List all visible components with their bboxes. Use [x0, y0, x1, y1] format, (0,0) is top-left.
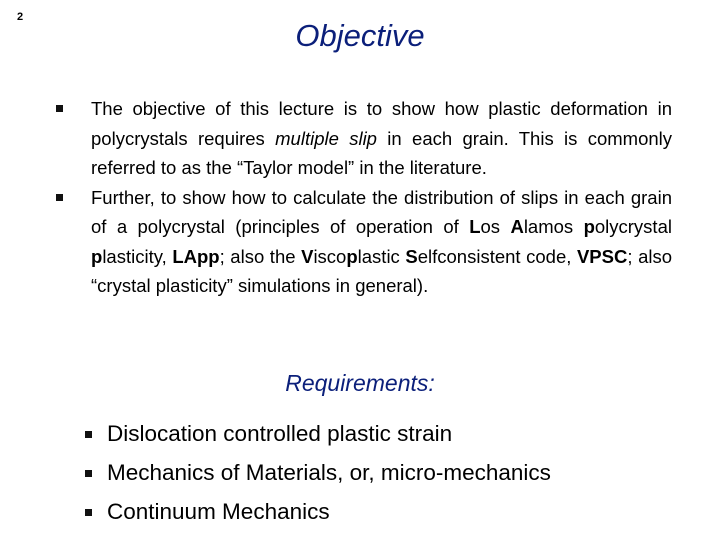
bullet-2-bold-letter: p: [346, 245, 358, 267]
bullet-2-bold-acronym: LApp: [172, 245, 220, 267]
bullet-2-text: lamos: [523, 216, 584, 237]
page-number: 2: [17, 11, 24, 23]
square-bullet-icon: [85, 470, 92, 477]
bullet-2-bold-letter: V: [301, 245, 314, 267]
requirements-heading: Requirements:: [285, 370, 435, 396]
square-bullet-icon: [56, 105, 63, 112]
bullet-2-text: isco: [313, 245, 347, 267]
objective-bullet-2: [56, 183, 672, 301]
requirement-text: Continuum Mechanics: [107, 499, 330, 524]
bullet-2-bold-letter: p: [91, 245, 103, 267]
requirements-list: [85, 414, 551, 531]
bullet-1-italic-text: multiple slip: [275, 127, 377, 149]
bullet-1-text-start: The objective of this lecture is to show how plastic deformation in polycrystals requires: [91, 98, 672, 149]
bullet-2-text: ; also the: [219, 245, 302, 267]
requirement-text: Mechanics of Materials, or, micro-mechanics: [107, 460, 551, 485]
bullet-2-text: Further, to show how to calculate the distribution of slips in each grain of a polycrystal (principles of operation of: [91, 186, 672, 237]
requirement-item: [85, 453, 551, 492]
bullet-2-bold-letter: A: [510, 216, 524, 237]
bullet-2-bold-letter: S: [405, 245, 418, 267]
bullet-2-text: olycrystal: [594, 216, 672, 237]
bullet-2-text: elfconsistent code,: [417, 245, 577, 267]
objective-bullet-list: [56, 94, 672, 301]
bullet-2-text: lasticity,: [102, 245, 173, 267]
bullet-2-bold-letter: p: [583, 216, 595, 237]
requirement-text: Dislocation controlled plastic strain: [107, 421, 453, 446]
square-bullet-icon: [85, 431, 92, 438]
bullet-1-text-end: in each grain. This is commonly referred to as the “Taylor model” in the literature.: [91, 127, 673, 178]
bullet-2-bold-letter: L: [469, 216, 481, 237]
requirement-item: [85, 414, 551, 453]
square-bullet-icon: [85, 509, 92, 516]
square-bullet-icon: [56, 194, 63, 201]
bullet-2-text: lastic: [357, 245, 406, 267]
bullet-2-text: os: [480, 216, 511, 237]
bullet-2-bold-acronym: VPSC: [576, 245, 628, 267]
requirement-item: [85, 492, 551, 531]
slide-title: Objective: [295, 18, 425, 53]
objective-bullet-1: [56, 94, 672, 183]
bullet-2-text: ; also “crystal plasticity” simulations in general).: [91, 245, 673, 296]
